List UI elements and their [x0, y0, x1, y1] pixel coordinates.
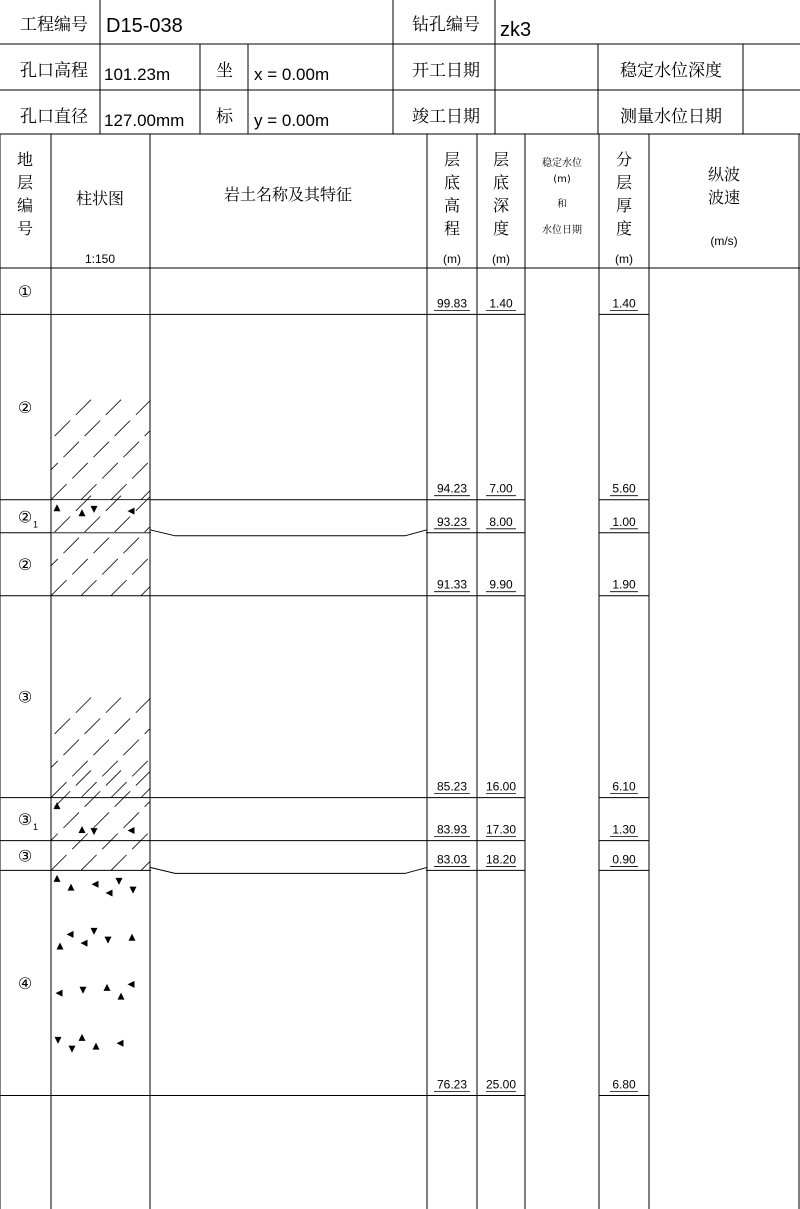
layer-bottom-elev: 94.23: [436, 481, 468, 496]
hatch-stroke: [231, 496, 331, 596]
col-bottom-elev-char: 层: [443, 150, 461, 169]
diameter-value: 127.00mm: [104, 111, 185, 130]
hatch-stroke: [261, 496, 361, 596]
hatch-stroke: [171, 770, 271, 870]
coord-x-value: x = 0.00m: [254, 65, 330, 84]
col-wave: [708, 165, 740, 248]
layer-bottom-elev: 93.23: [436, 514, 468, 529]
diameter-label: 孔口直径: [20, 107, 88, 127]
hatch-stroke: [141, 770, 241, 870]
col-layer-no-char: 号: [16, 219, 34, 238]
col-bottom-elev: [443, 150, 461, 266]
hatch-stroke: [201, 698, 301, 798]
hatch-stroke: [51, 400, 151, 500]
layer-id: ②: [17, 555, 33, 575]
col-bottom-depth: [492, 150, 510, 266]
coord-y-value: y = 0.00m: [254, 111, 330, 130]
col-bottom-elev-unit: (m): [443, 252, 461, 266]
hatch-stroke: [291, 400, 391, 500]
layer-thickness: 1.40: [612, 296, 636, 311]
borehole-no-label: 钻孔编号: [412, 15, 480, 35]
layer-bottom-elev: 99.83: [436, 296, 468, 311]
layer-thickness: 0.90: [612, 852, 636, 867]
layer-bottom-depth: 16.00: [485, 779, 517, 794]
layer-thickness: 6.80: [612, 1077, 636, 1092]
layer-rows: [0, 269, 649, 1209]
layer-thickness: 1.30: [612, 822, 636, 837]
col-bottom-depth-char: 底: [492, 173, 510, 192]
hatch-stroke: [111, 400, 211, 500]
hatch-stroke: [141, 496, 241, 596]
layer-bottom-depth: 25.00: [485, 1077, 517, 1092]
boundary-gap: [151, 531, 426, 534]
col-bottom-depth-char: 层: [492, 150, 510, 169]
layer-thickness: 6.10: [612, 779, 636, 794]
hatch-stroke: [141, 400, 241, 500]
layer-bottom-elev: 76.23: [436, 1077, 468, 1092]
hatch-stroke: [321, 496, 421, 596]
col-thickness-char: 分: [615, 150, 633, 169]
hatch-stroke: [21, 698, 121, 798]
hatch-stroke: [111, 698, 211, 798]
layer-id: ④: [17, 973, 33, 993]
layer-thickness: 1.00: [612, 514, 636, 529]
col-wave-line: 波速: [707, 188, 741, 207]
project-no-label: 工程编号: [20, 15, 88, 35]
layer-thickness: 5.60: [612, 481, 636, 496]
col-wave-line: (m/s): [710, 234, 738, 248]
row-mask: [52, 798, 150, 840]
layer-bottom-depth: 1.40: [489, 296, 513, 311]
hatch-stroke: [201, 496, 301, 596]
col-bottom-depth-char: 深: [492, 196, 510, 215]
hatch-stroke: [291, 496, 391, 596]
hatch-stroke: [291, 770, 391, 870]
col-wave-line: 纵波: [707, 165, 741, 184]
layer-bottom-elev: 83.93: [436, 822, 468, 837]
col-water-line: (m): [553, 174, 571, 185]
layer-thickness: 1.90: [612, 577, 636, 592]
hatch-stroke: [171, 698, 271, 798]
hatch-stroke: [261, 770, 361, 870]
col-description: 岩土名称及其特征: [223, 185, 353, 204]
layer-id: ③: [17, 687, 33, 707]
hatch-stroke: [81, 400, 181, 500]
layer-id: ②: [17, 398, 33, 418]
col-bottom-elev-char: 底: [443, 173, 461, 192]
hatch-stroke: [321, 698, 421, 798]
hatch-stroke: [321, 770, 421, 870]
hatch-stroke: [231, 770, 331, 870]
layer-bottom-elev: 85.23: [436, 779, 468, 794]
col-layer-no-char: 层: [16, 173, 34, 192]
hatch-stroke: [231, 698, 331, 798]
col-layer-no-char: 编: [16, 196, 34, 215]
elevation-label: 孔口高程: [20, 61, 88, 81]
col-thickness-char: 层: [615, 173, 633, 192]
layer-id: ②: [17, 507, 33, 527]
hatch-stroke: [81, 698, 181, 798]
col-water-line: 和: [557, 199, 567, 210]
hatch-stroke: [51, 698, 151, 798]
col-column-chart: 柱状图: [75, 189, 125, 208]
layer-bottom-elev: 83.03: [436, 852, 468, 867]
row-mask: [52, 871, 150, 1095]
project-no-value: D15-038: [106, 15, 183, 37]
layer-bottom-depth: 17.30: [485, 822, 517, 837]
layer-id-sub: 1: [33, 519, 39, 530]
col-layer-no: [17, 150, 33, 238]
layer-id: ③: [17, 810, 33, 830]
row-mask: [52, 269, 150, 314]
layer-id: ①: [17, 282, 33, 302]
layer-bottom-depth: 8.00: [489, 514, 513, 529]
col-thickness-unit: (m): [615, 252, 633, 266]
col-water-line: 稳定水位: [542, 158, 582, 169]
hatch-stroke: [0, 698, 91, 798]
hatch-stroke: [321, 400, 421, 500]
col-thickness: [615, 150, 633, 266]
borehole-no-value: zk3: [500, 19, 532, 41]
hatch-stroke: [0, 400, 91, 500]
hatch-stroke: [171, 496, 271, 596]
col-layer-no-char: 地: [16, 150, 34, 169]
col-water: [542, 156, 582, 236]
layer-id: ③: [17, 846, 33, 866]
hatch-stroke: [231, 400, 331, 500]
col-bottom-depth-char: 度: [492, 219, 510, 238]
row-mask: [52, 1096, 150, 1209]
elevation-value: 101.23m: [104, 65, 171, 84]
water-measure-date-label: 测量水位日期: [620, 107, 722, 127]
hatch-stroke: [21, 400, 121, 500]
col-bottom-depth-unit: (m): [492, 252, 510, 266]
end-date-label: 竣工日期: [412, 107, 480, 127]
boundary-gap: [151, 869, 426, 872]
col-scale: 1:150: [84, 252, 116, 266]
col-bottom-elev-char: 高: [443, 196, 461, 215]
hatch-stroke: [201, 770, 301, 870]
layer-bottom-depth: 7.00: [489, 481, 513, 496]
coord-label-2: 标: [216, 107, 233, 127]
layer-bottom-depth: 9.90: [489, 577, 513, 592]
coord-label-1: 坐: [216, 61, 233, 81]
col-bottom-elev-char: 程: [443, 219, 461, 238]
layer-bottom-elev: 91.33: [436, 577, 468, 592]
hatch-stroke: [291, 698, 391, 798]
hatch-stroke: [201, 400, 301, 500]
row-mask: [52, 500, 150, 532]
hatch-stroke: [261, 400, 361, 500]
col-water-line: 水位日期: [542, 225, 582, 236]
stable-water-depth-label: 稳定水位深度: [620, 61, 722, 81]
col-thickness-char: 度: [615, 219, 633, 238]
hatch-stroke: [171, 400, 271, 500]
hatch-stroke: [141, 698, 241, 798]
start-date-label: 开工日期: [412, 61, 480, 81]
col-thickness-char: 厚: [615, 196, 633, 215]
hatch-stroke: [261, 698, 361, 798]
layer-bottom-depth: 18.20: [485, 852, 517, 867]
layer-id-sub: 1: [33, 822, 39, 833]
